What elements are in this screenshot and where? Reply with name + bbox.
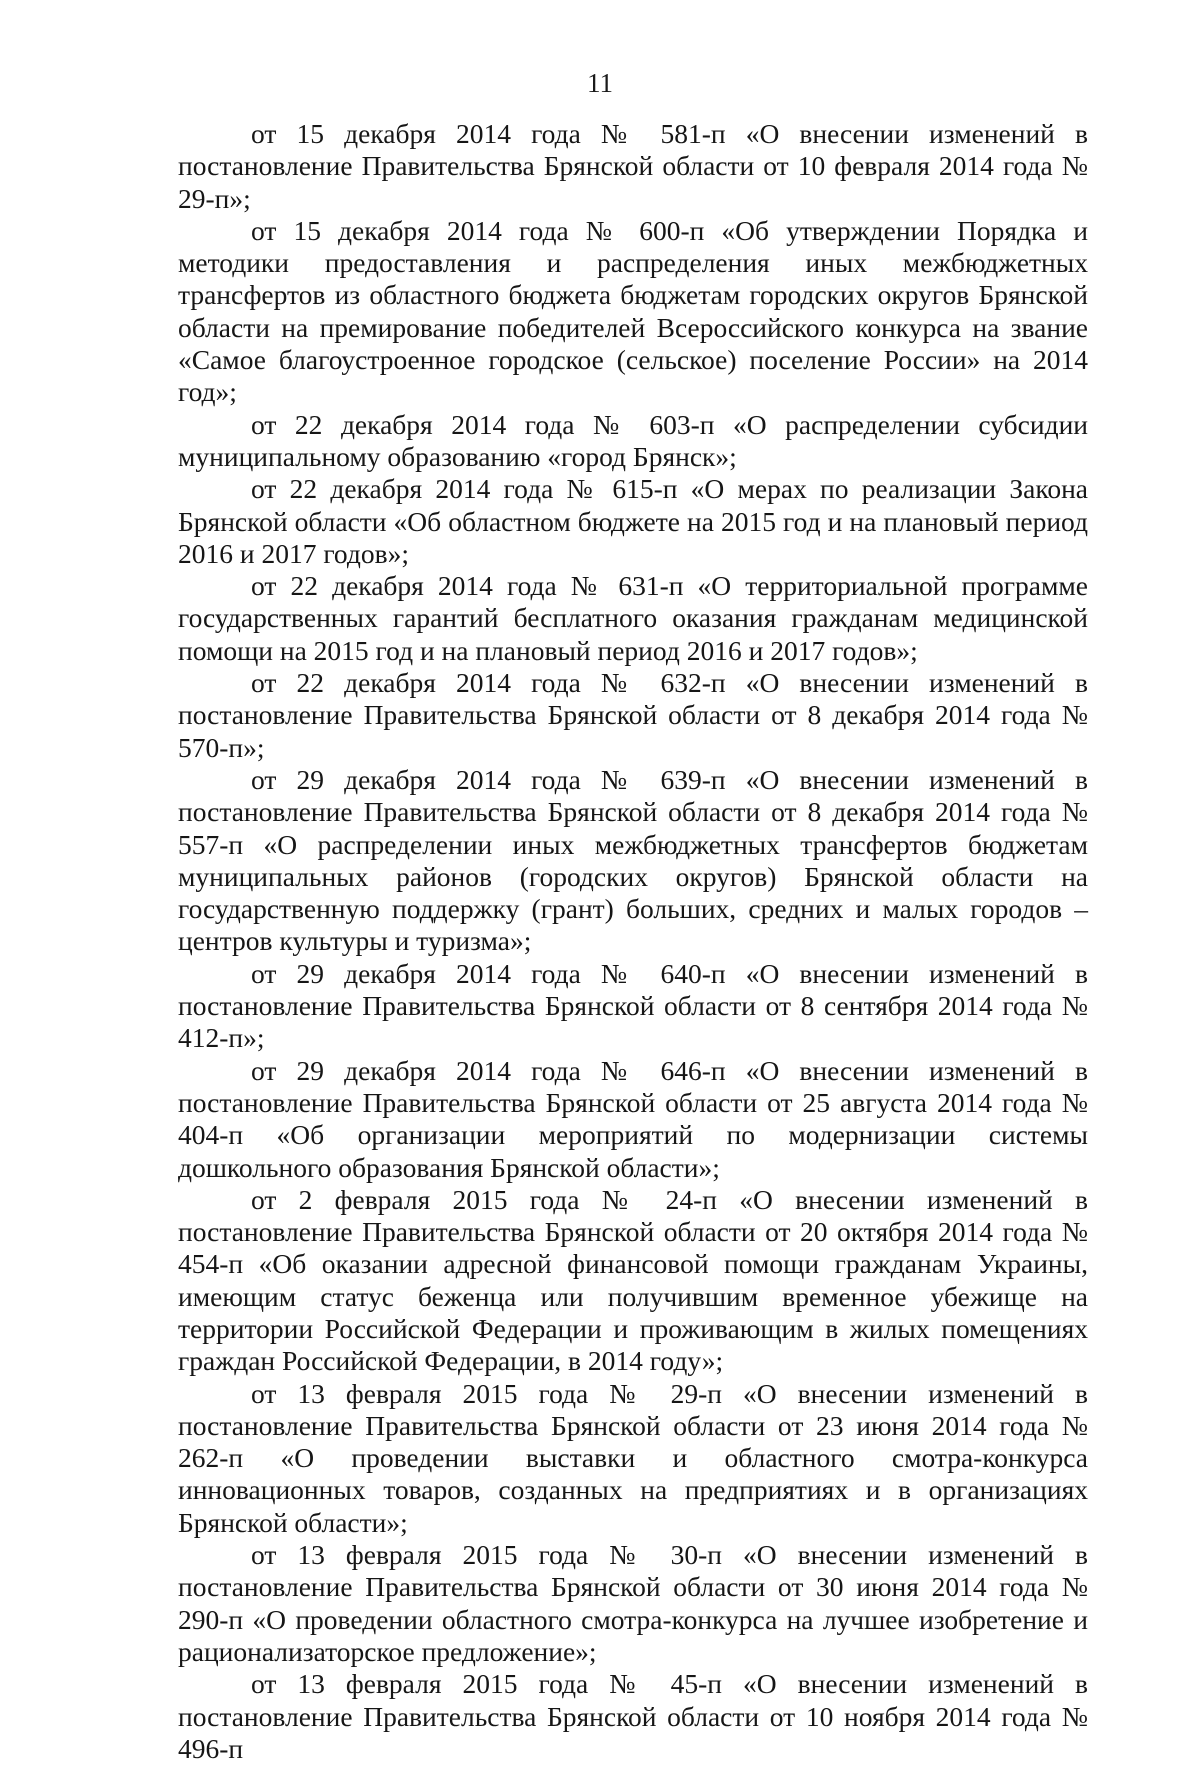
paragraph: от 2 февраля 2015 года № 24-п «О внесении изменений в постановление Правительства Брянской области от 20 октября 2014 года № 454-п «Об оказании адресной финансовой помощи гражданам Украины, имеющим статус беженца или получившим временное убежище на территории Российской Федерации и проживающим в жилых помещениях граждан Российской Федерации, в 2014 году»; [178, 1183, 1088, 1377]
paragraph: от 29 декабря 2014 года № 640-п «О внесении изменений в постановление Правительства Брянской области от 8 сентября 2014 года № 412-п»; [178, 957, 1088, 1054]
paragraph: от 29 декабря 2014 года № 639-п «О внесении изменений в постановление Правительства Брянской области от 8 декабря 2014 года № 557-п «О распределении иных межбюджетных трансфертов бюджетам муниципальных районов (городских округов) Брянской области на государственную поддержку (грант) больших, средних и малых городов – центров культуры и туризма»; [178, 763, 1088, 957]
paragraph: от 29 декабря 2014 года № 646-п «О внесении изменений в постановление Правительства Брянской области от 25 августа 2014 года № 404-п «Об организации мероприятий по модернизации системы дошкольного образования Брянской области»; [178, 1054, 1088, 1183]
paragraph: от 22 декабря 2014 года № 632-п «О внесении изменений в постановление Правительства Брянской области от 8 декабря 2014 года № 570-п»; [178, 667, 1088, 763]
document-body [178, 118, 1088, 1765]
paragraph: от 15 декабря 2014 года № 581-п «О внесении изменений в постановление Правительства Брянской области от 10 февраля 2014 года № 29-п»; [178, 118, 1088, 214]
paragraph: от 22 декабря 2014 года № 615-п «О мерах по реализации Закона Брянской области «Об областном бюджете на 2015 год и на плановый период 2016 и 2017 годов»; [178, 473, 1088, 569]
paragraph: от 22 декабря 2014 года № 603-п «О распределении субсидии муниципальному образованию «город Брянск»; [178, 408, 1088, 472]
paragraph: от 13 февраля 2015 года № 45-п «О внесении изменений в постановление Правительства Брянской области от 10 ноября 2014 года № 496-п [178, 1668, 1088, 1764]
paragraph: от 13 февраля 2015 года № 29-п «О внесении изменений в постановление Правительства Брянской области от 23 июня 2014 года № 262-п «О проведении выставки и областного смотра-конкурса инновационных товаров, созданных на предприятиях и в организациях Брянской области»; [178, 1377, 1088, 1538]
paragraph: от 13 февраля 2015 года № 30-п «О внесении изменений в постановление Правительства Брянской области от 30 июня 2014 года № 290-п «О проведении областного смотра-конкурса на лучшее изобретение и рационализаторское предложение»; [178, 1539, 1088, 1667]
paragraph: от 22 декабря 2014 года № 631-п «О территориальной программе государственных гарантий бесплатного оказания гражданам медицинской помощи на 2015 год и на плановый период 2016 и 2017 годов»; [178, 570, 1088, 666]
paragraph: от 15 декабря 2014 года № 600-п «Об утверждении Порядка и методики предоставления и распределения иных межбюджетных трансфертов из областного бюджета бюджетам городских округов Брянской области на премирование победителей Всероссийского конкурса на звание «Самое благоустроенное городское (сельское) поселение России» на 2014 год»; [178, 214, 1088, 408]
page-number: 11 [587, 68, 613, 98]
